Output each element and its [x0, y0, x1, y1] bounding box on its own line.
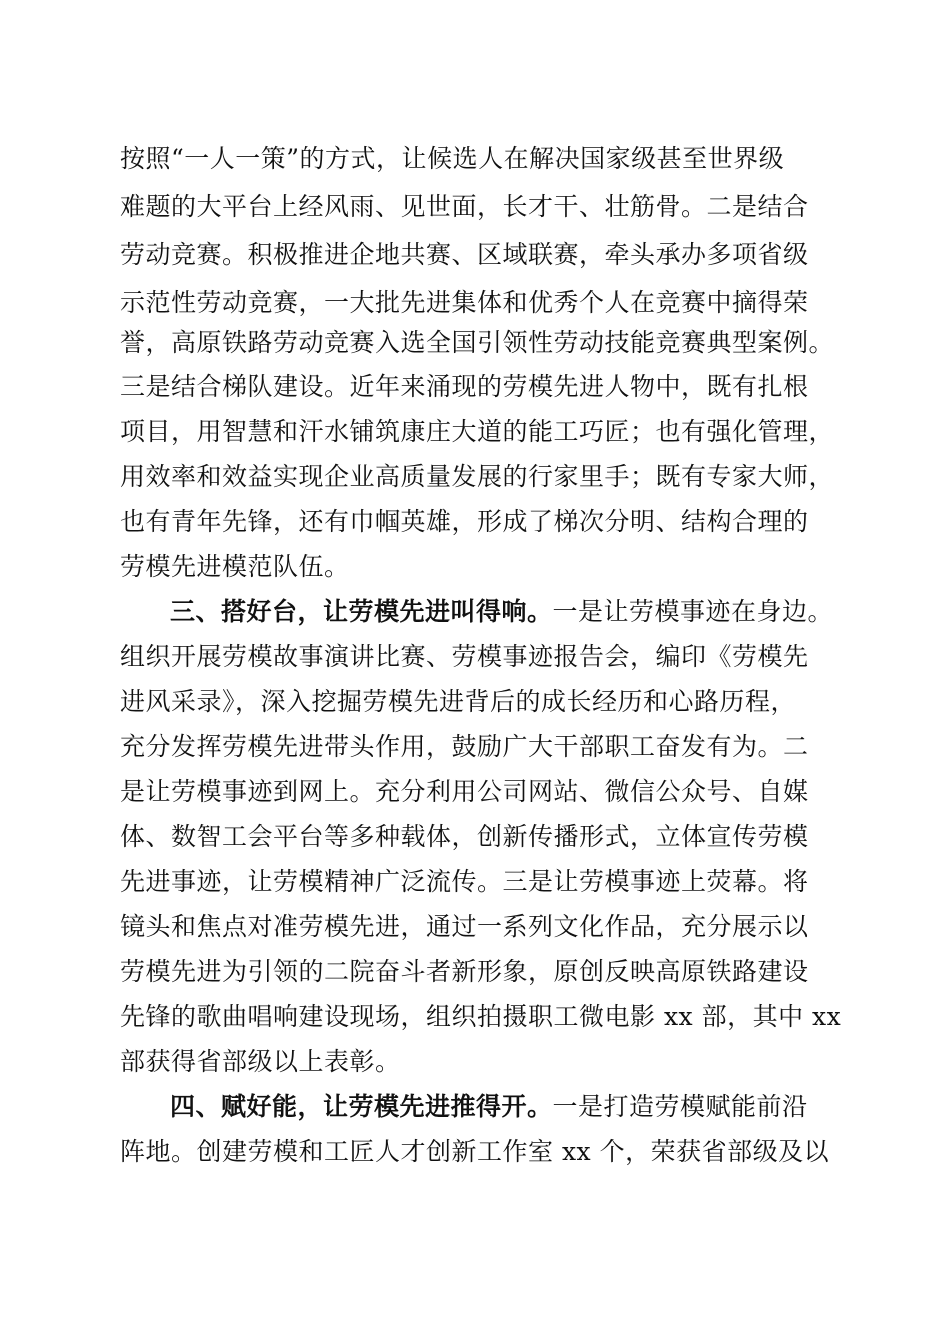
- body-line: 誉，高原铁路劳动竞赛入选全国引领性劳动技能竞赛典型案例。: [120, 328, 835, 357]
- body-line: 充分发挥劳模先进带头作用，鼓励广大干部职工奋发有为。二: [120, 732, 809, 761]
- body-line: 按照“一人一策”的方式，让候选人在解决国家级甚至世界级: [120, 144, 785, 173]
- section-4-heading: 四、赋好能，让劳模先进推得开。: [170, 1092, 553, 1121]
- body-line: 先进事迹，让劳模精神广泛流传。三是让劳模事迹上荧幕。将: [120, 867, 809, 896]
- section-4-first-line: [170, 1087, 840, 1127]
- body-line: 是让劳模事迹到网上。充分利用公司网站、微信公众号、自媒: [120, 777, 809, 806]
- section-3-first-line-text: 一是让劳模事迹在身边。: [552, 597, 834, 626]
- body-line: 部获得省部级以上表彰。: [120, 1047, 401, 1076]
- body-line: 三是结合梯队建设。近年来涌现的劳模先进人物中，既有扎根: [120, 372, 809, 401]
- body-line: 体、数智工会平台等多种载体，创新传播形式，立体宣传劳模: [120, 822, 809, 851]
- body-line: 劳模先进为引领的二院奋斗者新形象，原创反映高原铁路建设: [120, 957, 809, 986]
- body-line: 组织开展劳模故事演讲比赛、劳模事迹报告会，编印《劳模先: [120, 642, 809, 671]
- body-line: 劳模先进模范队伍。: [120, 552, 350, 581]
- section-3-first-line: [170, 592, 840, 632]
- section-4-first-line-text: 一是打造劳模赋能前沿: [552, 1092, 808, 1121]
- body-line: 阵地。创建劳模和工匠人才创新工作室 xx 个，荣获省部级及以: [120, 1137, 830, 1166]
- body-line: 项目，用智慧和汗水铺筑康庄大道的能工巧匠；也有强化管理，: [120, 417, 835, 446]
- body-line: 用效率和效益实现企业高质量发展的行家里手；既有专家大师，: [120, 462, 835, 491]
- body-line: 示范性劳动竞赛，一大批先进集体和优秀个人在竞赛中摘得荣: [120, 288, 809, 317]
- body-line: 劳动竞赛。积极推进企地共赛、区域联赛，牵头承办多项省级: [120, 240, 809, 269]
- body-line: 进风采录》，深入挖掘劳模先进背后的成长经历和心路历程，: [120, 687, 797, 716]
- body-line: 也有青年先锋，还有巾帼英雄，形成了梯次分明、结构合理的: [120, 507, 809, 536]
- section-3-heading: 三、搭好台，让劳模先进叫得响。: [170, 597, 553, 626]
- body-line: 难题的大平台上经风雨、见世面，长才干、壮筋骨。二是结合: [120, 192, 809, 221]
- body-line: 先锋的歌曲唱响建设现场，组织拍摄职工微电影 xx 部，其中 xx: [120, 1002, 842, 1031]
- body-line: 镜头和焦点对准劳模先进，通过一系列文化作品，充分展示以: [120, 912, 809, 941]
